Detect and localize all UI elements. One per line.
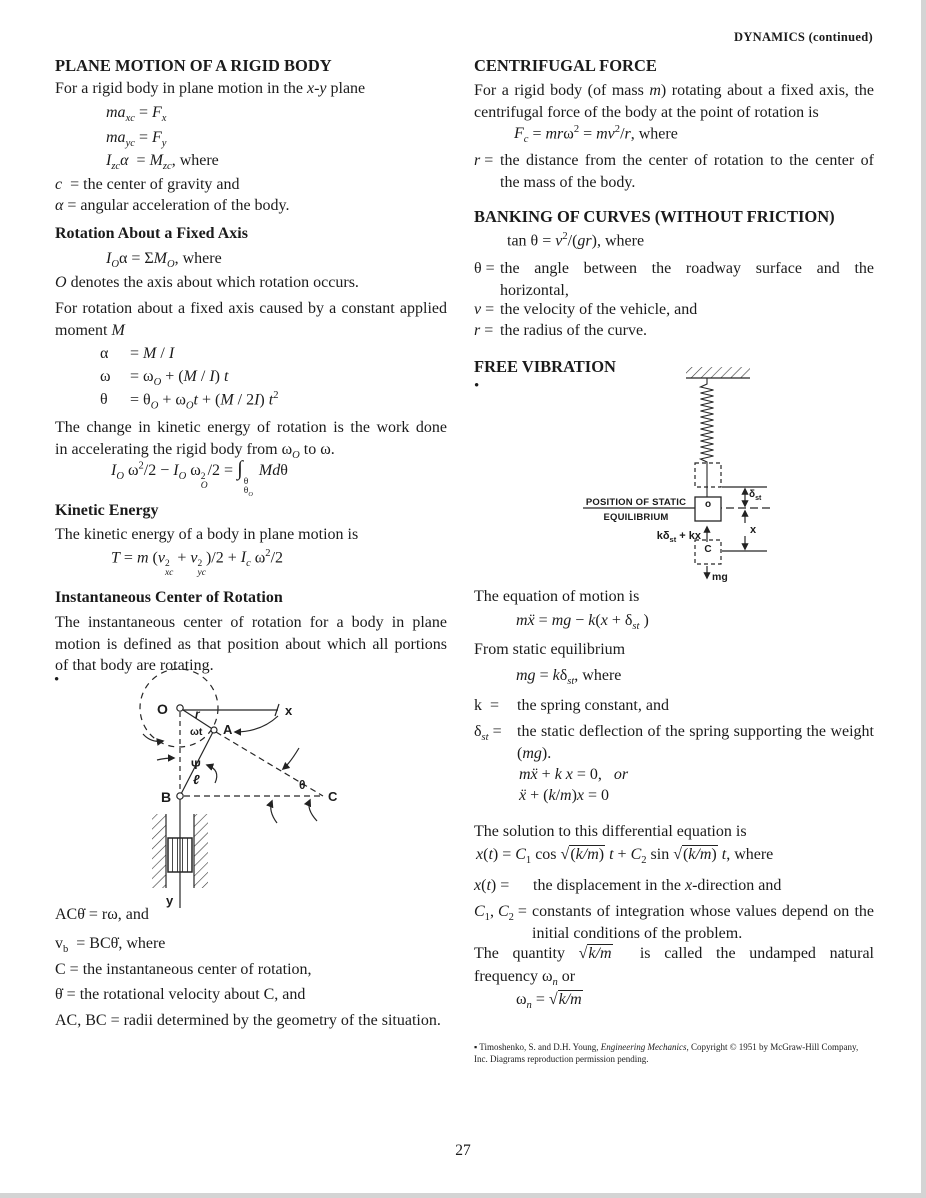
page-right-edge (921, 0, 926, 1198)
omega-t-angle-arrow (235, 716, 278, 732)
para-kinetic-energy: The kinetic energy of a body in plane motion is (55, 526, 359, 543)
text-line: the static deflection of the spring supporting the weight (517, 723, 874, 740)
text-line: frequency $\omega_n$ or (474, 968, 576, 989)
def-center-of-gravity: c = the center of gravity and (55, 176, 240, 193)
text-line: the distance from the center of rotation to the center of (500, 152, 874, 169)
page-header: DYNAMICS (continued) (734, 30, 873, 44)
label-ell-link: ℓ (193, 772, 200, 787)
def-term: $C_1$, $C_2$ = (474, 903, 527, 924)
page-bottom-edge (0, 1193, 926, 1198)
def-term: v = (474, 301, 495, 318)
def-theta-roadway (474, 258, 874, 301)
def-displacement (474, 875, 874, 897)
def-c-instantaneous: C = the instantaneous center of rotation, (55, 961, 312, 978)
bc-angle-arrow (271, 801, 277, 823)
text-line: The change in kinetic energy of rotation is the work done (55, 419, 447, 436)
text-line: the angle between the roadway surface and the (500, 260, 874, 277)
equation-motion: mẍ = mg − $k(x + \delta_{st}$ ) (516, 612, 649, 633)
equation-solution: $x(t) = C_1$ cos √(k/m) $t + C_2$ sin √(k/m) t, where (476, 846, 774, 867)
label-omega-t: ωt (190, 726, 203, 738)
label-delta-st-dim (749, 489, 762, 502)
equation-static-equilibrium: mg = $k\delta_{st}$, where (516, 667, 622, 688)
equation-alpha: α = M / I (100, 345, 175, 362)
def-ac-bc-radii: AC, BC = radii determined by the geometry of the situation. (55, 1012, 441, 1029)
equation-banking: $\tan \theta = v^2/(gr)$, where (507, 231, 645, 250)
def-term: r = (474, 322, 494, 339)
para-centrifugal (474, 80, 874, 123)
def-theta-dot: θ̇ = the rotational velocity about C, and (55, 986, 306, 1003)
label-o-equilibrium: o (704, 499, 712, 510)
def-body (500, 299, 874, 321)
equation-ma-y: $ma_{yc} = F_y$ (106, 129, 167, 150)
def-body (517, 721, 874, 764)
equation-theta: $\theta = \theta_O + \omega_Ot + (M / 2I)$ $t^2$ (100, 390, 279, 412)
label-r-radius: r (195, 707, 200, 721)
text-line: horizontal, (500, 281, 569, 299)
label-plus-kx: + kx (676, 530, 701, 542)
text-line: motion is defined as that position about which all portions (55, 635, 447, 653)
label-c-displaced: C (704, 544, 712, 555)
para-undamped-natural-frequency (474, 941, 874, 994)
bullet-marker: • (54, 672, 60, 688)
para-from-static-equilibrium: From static equilibrium (474, 641, 626, 658)
psi-angle-arrow (207, 765, 217, 783)
piston-block (168, 838, 192, 872)
text-line: For a rigid body (of mass m) rotating about a fixed axis, the (474, 82, 875, 99)
ac-direction-arrow (283, 748, 299, 769)
spring-linework (583, 367, 770, 578)
text-line: constants of integration whose values depend on the (532, 903, 874, 920)
label-theta-angle: θ (299, 778, 306, 792)
label-x-axis: x (285, 703, 293, 718)
def-term: k = (474, 697, 500, 714)
line-ac-dashed (216, 732, 323, 796)
joint-o (177, 705, 183, 711)
heading-centrifugal-force: CENTRIFUGAL FORCE (474, 56, 657, 75)
equation-centrifugal: $F_c = mr\omega^2 = mv^2/r$, where (514, 124, 678, 146)
para-solution: The solution to this differential equation is (474, 823, 747, 840)
para-plane-motion-intro: For a rigid body in plane motion in the x-y plane (55, 80, 366, 97)
equation-mx-kx: mẍ + k x = 0, or (519, 766, 629, 783)
def-term: x(t) = (474, 877, 510, 894)
def-body (500, 150, 874, 193)
para-rotation-constant-moment (55, 298, 447, 341)
label-y-axis: y (166, 893, 174, 908)
def-v-velocity (474, 299, 874, 321)
spring-mass-diagram (570, 360, 820, 592)
theta-angle-arrow (309, 800, 317, 821)
equation-omega: $\omega = \omega_O + (M / I)$ t (100, 368, 229, 389)
def-term: r = (474, 152, 494, 169)
heading-free-vibration: FREE VIBRATION (474, 357, 616, 376)
equation-natural-frequency: $\omega_n = √k/m$ (516, 991, 582, 1012)
label-delta: δ (749, 489, 756, 500)
text-line: in accelerating the rigid body from $\omega_O$ to ω. (55, 440, 335, 461)
heading-kinetic-energy: Kinetic Energy (55, 502, 159, 519)
equation-kinetic-energy: T = m (v 2 xc + v 2 yc )$/2 + I_c$ $\omega^2/2$ (111, 548, 284, 578)
text-line: For rotation about a fixed axis caused by a constant applied (55, 300, 447, 317)
spring-coil (701, 378, 714, 497)
unstretched-position-box (695, 463, 721, 487)
text-line: of that body are rotating. (55, 657, 214, 674)
label-equilibrium: EQUILIBRIUM (603, 512, 669, 523)
label-st-subscript: st (669, 535, 677, 544)
label-mg-weight: mg (712, 571, 728, 583)
label-spring-force (657, 530, 702, 544)
text-line: The quantity √k/m is called the undamped natural (474, 945, 874, 962)
label-c-point: C (328, 789, 338, 804)
footnote-line: ▪ Timoshenko, S. and D.H. Young, Engineering Mechanics, Copyright © 1951 by McGraw-Hill Company, (474, 1042, 859, 1052)
def-body (532, 901, 874, 944)
label-position-static: POSITION OF STATIC (585, 497, 687, 508)
heading-plane-motion: PLANE MOTION OF A RIGID BODY (55, 56, 332, 75)
def-term: θ = (474, 260, 495, 277)
para-o-denotes: O denotes the axis about which rotation occurs. (55, 274, 359, 291)
def-body (533, 875, 874, 897)
bullet-marker: • (474, 378, 480, 394)
heading-rotation-fixed-axis: Rotation About a Fixed Axis (55, 225, 248, 242)
text-line: the velocity of the vehicle, and (500, 301, 698, 318)
left-wall-hatch (152, 814, 166, 888)
def-vb: $v_b$ = BCθ̇, where (55, 935, 166, 956)
def-constants-integration (474, 901, 874, 944)
para-instantaneous-center (55, 612, 447, 677)
footnote-line: Inc. Diagrams reproduction permission pending. (474, 1053, 649, 1064)
def-r-radius-curve (474, 320, 874, 342)
def-body (500, 320, 874, 342)
label-a-point: A (223, 722, 233, 737)
heading-instantaneous-center: Instantaneous Center of Rotation (55, 589, 283, 606)
heading-banking-of-curves: BANKING OF CURVES (WITHOUT FRICTION) (474, 207, 835, 226)
equation-ma-x: $ma_{xc} = F_x$ (106, 104, 167, 125)
joint-a (211, 727, 217, 733)
equation-x-km: ẍ + (k/m)x = 0 (519, 787, 610, 804)
equation-work-integral: $I_O$ $\omega^2/2 - I_O$ ω 2 O /2 = ∫ θ $\theta_O$ Mdθ (111, 457, 288, 498)
def-static-deflection (474, 721, 874, 764)
text-line: moment M (55, 321, 125, 339)
text-line: the radius of the curve. (500, 322, 648, 339)
text-line: centrifugal force of the body at the point of rotation is (474, 103, 819, 121)
icr-diagram (95, 668, 405, 910)
footnote (474, 1042, 886, 1065)
right-wall-hatch (194, 814, 208, 888)
equation-io-alpha: $I_O\alpha = \Sigma M_O$, where (106, 250, 222, 271)
def-term: $\delta_{st}$ = (474, 723, 502, 744)
label-o-origin: O (157, 701, 168, 717)
psi-angle-arrow-left (157, 758, 174, 760)
def-spring-constant (474, 695, 874, 717)
text-line: the displacement in the x-direction and (533, 877, 782, 894)
label-st-subscript: st (755, 495, 762, 502)
para-equation-of-motion: The equation of motion is (474, 588, 640, 605)
def-body (500, 258, 874, 301)
def-ac-theta: ACθ̇ = rω, and (55, 906, 149, 923)
ceiling-hatch (686, 367, 750, 378)
page-number: 27 (455, 1142, 471, 1159)
text-line: The instantaneous center of rotation for a body in plane (55, 614, 447, 631)
label-psi-angle: Ψ (191, 758, 201, 772)
def-body (517, 695, 874, 717)
joint-b (177, 793, 183, 799)
text-line: the spring constant, and (517, 697, 669, 714)
equation-izc-alpha: $I_{zc}\alpha = M_{zc}$, where (106, 152, 219, 173)
label-b-point: B (161, 789, 172, 805)
label-k-delta: kδ (656, 530, 670, 542)
def-r-distance (474, 150, 874, 193)
text-line: (mg). (517, 744, 552, 762)
text-line: the mass of the body. (500, 173, 636, 191)
text-line: initial conditions of the problem. (532, 924, 743, 942)
label-x-dim: x (750, 524, 757, 536)
def-angular-acceleration: α = angular acceleration of the body. (55, 197, 290, 214)
